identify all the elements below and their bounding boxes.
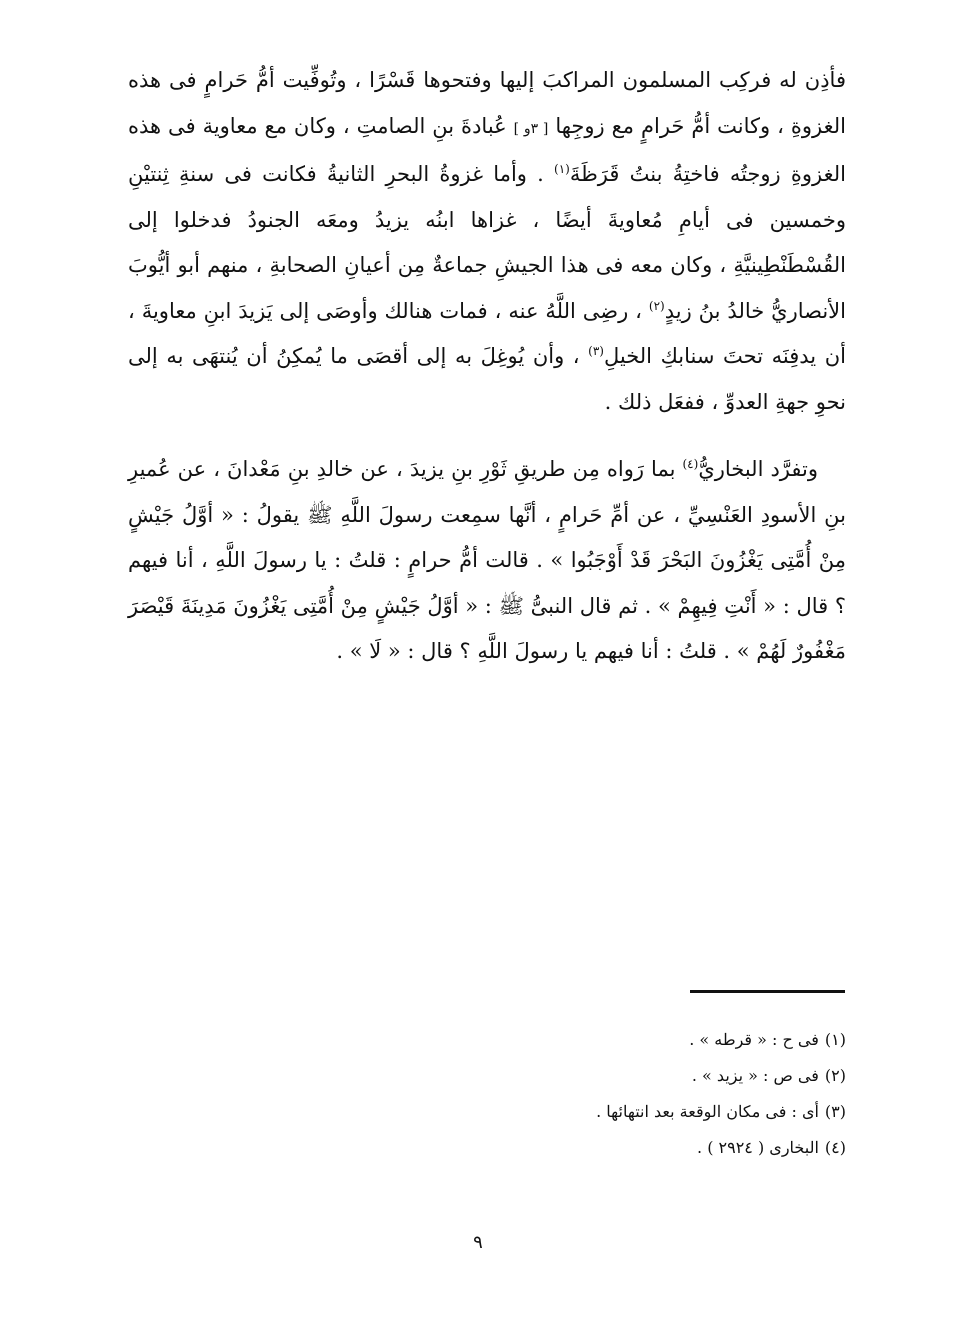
footnote-text: فى ح : « قرطه » .	[689, 1030, 819, 1049]
footnote-ref-2: (٢)	[648, 298, 665, 313]
paragraph-1-segment: عُبادةَ بنِ الصامتِ ، وكان مع معاوية فى هذه الغزوةِ زوجتُه فاختِةُ بنتُ قَرَظَةَ	[128, 113, 846, 186]
footnote	[146, 1094, 846, 1130]
footnote-separator	[690, 990, 845, 993]
paragraph-1	[128, 58, 846, 425]
footnote-text: فى ص : « يزيد » .	[691, 1066, 819, 1085]
paragraph-1-segment: ، وأن يُوغِلَ به إلى أقصَى ما يُمكِنُ أن يُنتهَى به إلى نحوِ جهةِ العدوِّ ، ففعَل ذلك .	[128, 344, 846, 414]
paragraph-1-segment: ، رضِى اللَّهُ عنه ، فمات هنالك وأوصَى إلى يَزيدَ ابنِ معاويةَ ، أن يدفِنَه تحتَ سنابكِ الخيلِ	[128, 298, 846, 368]
paragraph-1-segment: فأذِن له فركِب المسلمون المراكبَ إليها وفتحوها قَسْرًا ، وتُوفِّيت أمُّ حَرامٍ فى هذه الغزوةِ ، وكانت أمُّ حَرامٍ مع زوجِها	[128, 68, 846, 138]
footnotes	[146, 1022, 846, 1166]
footnote-ref-3: (٣)	[588, 344, 604, 358]
footnote-number: (٣)	[824, 1102, 846, 1121]
paragraph-2-segment: وتفرَّد البخاريُّ	[698, 457, 819, 481]
footnote-number: (١)	[824, 1030, 846, 1049]
main-text	[128, 58, 846, 675]
footnote-text: أى : فى مكان الوقعة بعد انتهائها .	[596, 1102, 819, 1121]
paragraph-2	[128, 447, 846, 675]
folio-marker: [ ٣و ]	[513, 120, 549, 137]
footnote	[146, 1058, 846, 1094]
footnote	[146, 1130, 846, 1166]
footnote-ref-1: (١)	[554, 162, 570, 176]
paragraph-2-segment: بما رَواه مِن طريقِ ثَوْرِ بنِ يزيدَ ، عن خالدِ بنِ مَعْدانَ ، عن عُميرِ بنِ الأسودِ العَنْسِيِّ ، عن أمِّ حَرامٍ ، أنَّها سمِعت رسولَ اللَّهِ ﷺ يقولُ : « أوَّلُ جَيْشٍ مِنْ أُمَّتِى يَغْزُونَ البَحْرَ قَدْ أَوْجَبُوا » . قالت أمُّ حرامٍ : قلتُ : يا رسولَ اللَّهِ ، أنا فيهم ؟ قال : « أَنْتِ فِيهِمْ » . ثم قال النبىُّ ﷺ : « أوَّلُ جَيْشٍ مِنْ أُمَّتِى يَغْزُونَ مَدِينَةَ قَيْصَرَ مَغْفُورٌ لَهُمْ » . قلتُ : أنا فيهم يا رسولَ اللَّهِ ؟ قال : « لَا » .	[128, 457, 846, 663]
footnote-text: البخارى ( ٢٩٢٤ ) .	[697, 1138, 819, 1157]
paragraph-1-segment: . وأما غزوةُ البحرِ الثانيةُ فكانت فى سنةِ ثِنتيْنِ وخمسين فى أيامِ مُعاويةَ أيضًا ، غزاها ابنُه يزيدُ ومعَه الجنودُ فدخلوا إلى القُسْطَنْطِينيَّةِ ، وكان معه فى هذا الجيشِ جماعةٌ مِن أعيانِ الصحابةِ ، منهم أبو أيُّوبَ الأنصاريُّ خالدُ بنُ زيدٍ	[128, 162, 846, 323]
footnote	[146, 1022, 846, 1058]
footnote-number: (٢)	[824, 1066, 846, 1085]
footnote-ref-4: (٤)	[682, 457, 699, 471]
footnote-number: (٤)	[824, 1138, 846, 1157]
page-number: ٩	[473, 1232, 483, 1253]
